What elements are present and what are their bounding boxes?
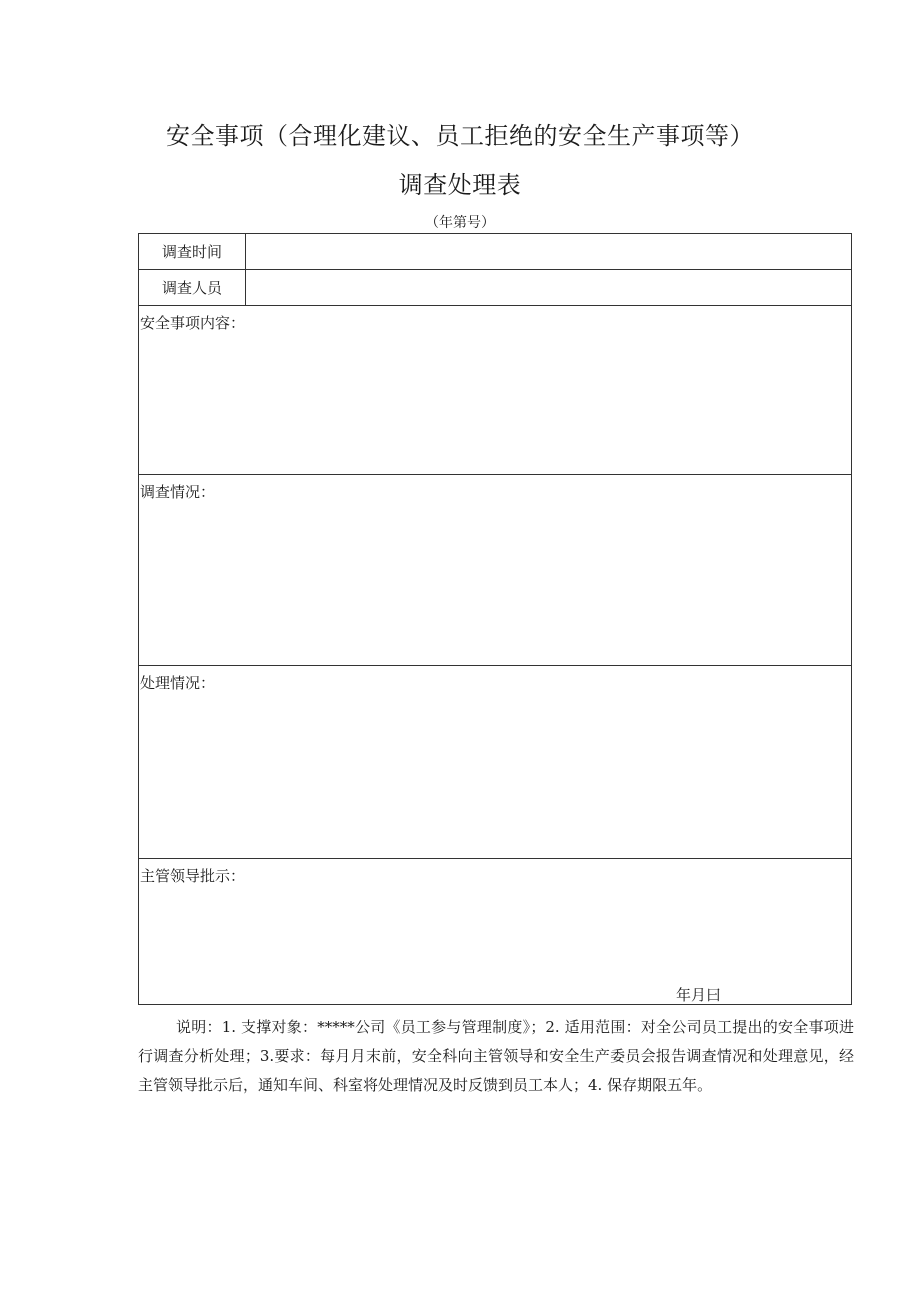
matter-content-label: 安全事项内容：: [140, 314, 246, 332]
survey-time-label: 调查时间: [139, 234, 246, 269]
serial-number: （年第号）: [425, 215, 495, 231]
investigator-field[interactable]: [246, 270, 851, 305]
handling-label: 处理情况：: [140, 674, 216, 692]
section-handling[interactable]: [139, 666, 851, 859]
section-approval[interactable]: [139, 859, 851, 1004]
document-title: 安全事项（合理化建议、员工拒绝的安全生产事项等）: [166, 122, 754, 150]
investigator-label: 调查人员: [139, 270, 246, 305]
document-subtitle: 调查处理表: [398, 171, 522, 199]
row-investigator: [139, 270, 851, 306]
investigation-form: [138, 233, 852, 1005]
investigation-label: 调查情况：: [140, 483, 216, 501]
approval-label: 主管领导批示：: [140, 867, 246, 885]
section-investigation[interactable]: [139, 475, 851, 666]
row-survey-time: [139, 234, 851, 270]
survey-time-field[interactable]: [246, 234, 851, 269]
approval-date: 年月曰: [676, 986, 722, 1004]
explanatory-note: 说明：1. 支撑对象：*****公司《员工参与管理制度》；2. 适用范围：对全公司员工提出的安全事项进行调查分析处理；3.要求：每月月末前，安全科向主管领导和安全生产委员会报告调查情况和处理意见，经主管领导批示后，通知车间、科室将处理情况及时反馈到员工本人；4. 保存期限五年。: [138, 1018, 854, 1094]
section-matter-content[interactable]: [139, 306, 851, 475]
